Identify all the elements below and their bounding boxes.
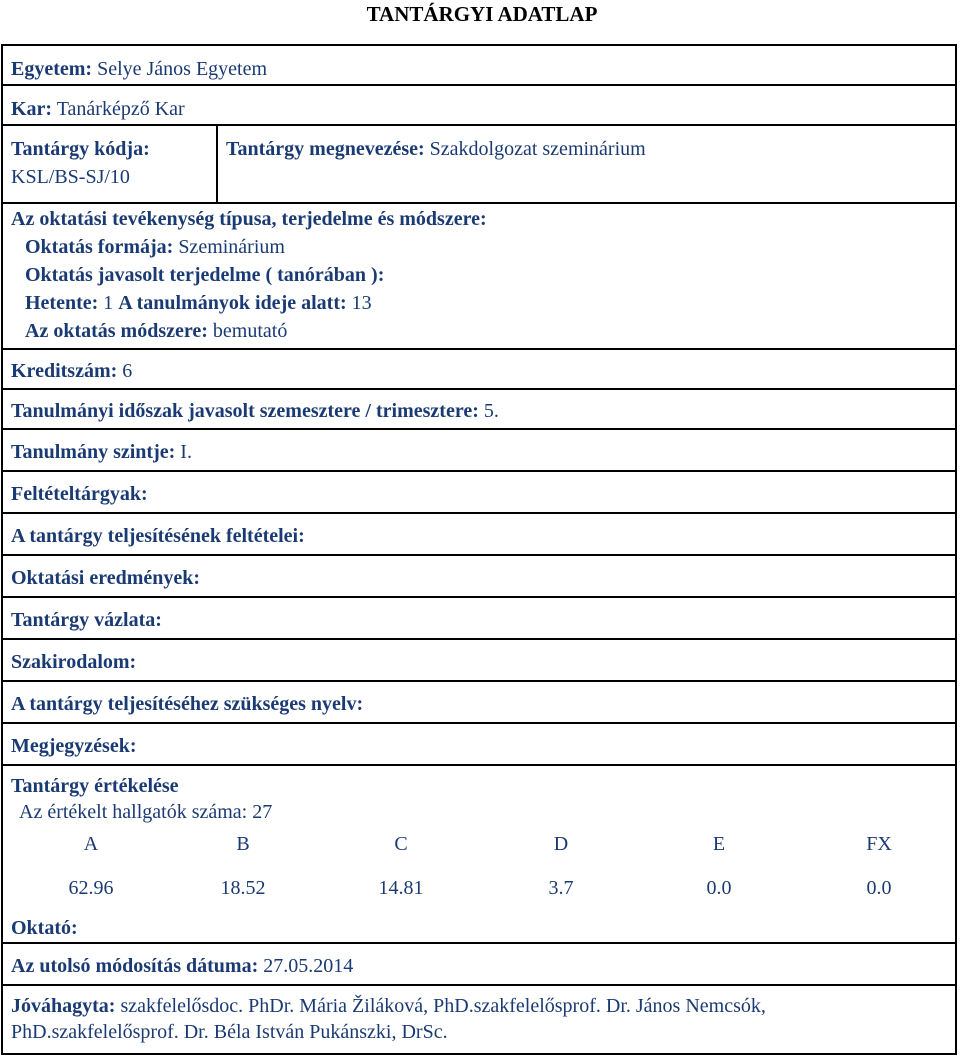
conditions-field: A tantárgy teljesítésének feltételei:	[11, 525, 305, 547]
grade-header: D	[553, 833, 569, 855]
row-divider	[3, 764, 955, 766]
faculty-value: Tanárképző Kar	[56, 98, 185, 120]
row-divider	[3, 84, 955, 86]
activity-form: Oktatás formája: Szeminárium	[25, 236, 285, 258]
row-divider	[3, 470, 955, 472]
activity-scope: Oktatás javasolt terjedelme ( tanórában ):	[25, 264, 385, 286]
row-divider	[3, 638, 955, 640]
course-name-field	[226, 137, 646, 161]
course-name-label: Tantárgy megnevezése:	[226, 138, 425, 160]
grade-value: 3.7	[548, 877, 574, 899]
approved-field-continued: PhD.szakfelelősprof. Dr. Béla István Pukánszki, DrSc.	[11, 1021, 448, 1043]
row-divider	[3, 512, 955, 514]
faculty-label: Kar:	[11, 98, 53, 120]
credits-field: Kreditszám: 6	[11, 360, 133, 382]
notes-field: Megjegyzések:	[11, 735, 137, 757]
prerequisites-field: Feltételtárgyak:	[11, 483, 148, 505]
language-field: A tantárgy teljesítéséhez szükséges nyelv:	[11, 693, 364, 715]
level-field: Tanulmány szintje: I.	[11, 441, 192, 463]
grade-header: C	[394, 833, 408, 855]
university-label: Egyetem:	[11, 58, 93, 80]
grade-header: B	[236, 833, 250, 855]
grade-value: 0.0	[706, 877, 732, 899]
course-code-value: KSL/BS-SJ/10	[11, 166, 130, 188]
column-divider	[216, 124, 218, 202]
row-divider	[3, 348, 955, 350]
activity-method: Az oktatás módszere: bemutató	[25, 320, 288, 342]
grade-header: FX	[866, 833, 892, 855]
grade-value: 14.81	[378, 877, 424, 899]
literature-field: Szakirodalom:	[11, 651, 137, 673]
semester-field: Tanulmányi időszak javasolt szemesztere / trimesztere: 5.	[11, 400, 499, 422]
row-divider	[3, 428, 955, 430]
row-divider	[3, 202, 955, 204]
evaluation-count: Az értékelt hallgatók száma: 27	[19, 801, 273, 823]
course-name-value: Szakdolgozat szeminárium	[429, 138, 646, 160]
grade-value: 62.96	[68, 877, 114, 899]
row-divider	[3, 680, 955, 682]
row-divider	[3, 124, 955, 126]
grade-header: E	[712, 833, 726, 855]
row-divider	[3, 942, 955, 944]
university-value: Selye János Egyetem	[97, 58, 268, 80]
approved-field: Jóváhagyta: szakfelelősdoc. PhDr. Mária Žiláková, PhD.szakfelelősprof. Dr. János Nemcsók,	[11, 995, 766, 1017]
grade-value: 0.0	[866, 877, 892, 899]
row-divider	[3, 554, 955, 556]
course-sheet	[1, 44, 957, 1055]
grade-header: A	[83, 833, 99, 855]
university-field	[11, 57, 267, 81]
row-divider	[3, 984, 955, 986]
activity-heading: Az oktatási tevékenység típusa, terjedelme és módszere:	[11, 208, 487, 230]
grade-value: 18.52	[220, 877, 266, 899]
activity-hours: Hetente: 1 A tanulmányok ideje alatt: 13	[25, 292, 372, 314]
evaluation-heading: Tantárgy értékelése	[11, 775, 179, 797]
teacher-field: Oktató:	[11, 917, 78, 939]
document-title: TANTÁRGYI ADATLAP	[366, 2, 598, 26]
row-divider	[3, 722, 955, 724]
outcomes-field: Oktatási eredmények:	[11, 567, 201, 589]
last-modified-field: Az utolsó módosítás dátuma: 27.05.2014	[11, 955, 354, 977]
faculty-field	[11, 97, 185, 121]
course-code-label: Tantárgy kódja:	[11, 138, 150, 160]
row-divider	[3, 388, 955, 390]
outline-field: Tantárgy vázlata:	[11, 609, 162, 631]
row-divider	[3, 596, 955, 598]
